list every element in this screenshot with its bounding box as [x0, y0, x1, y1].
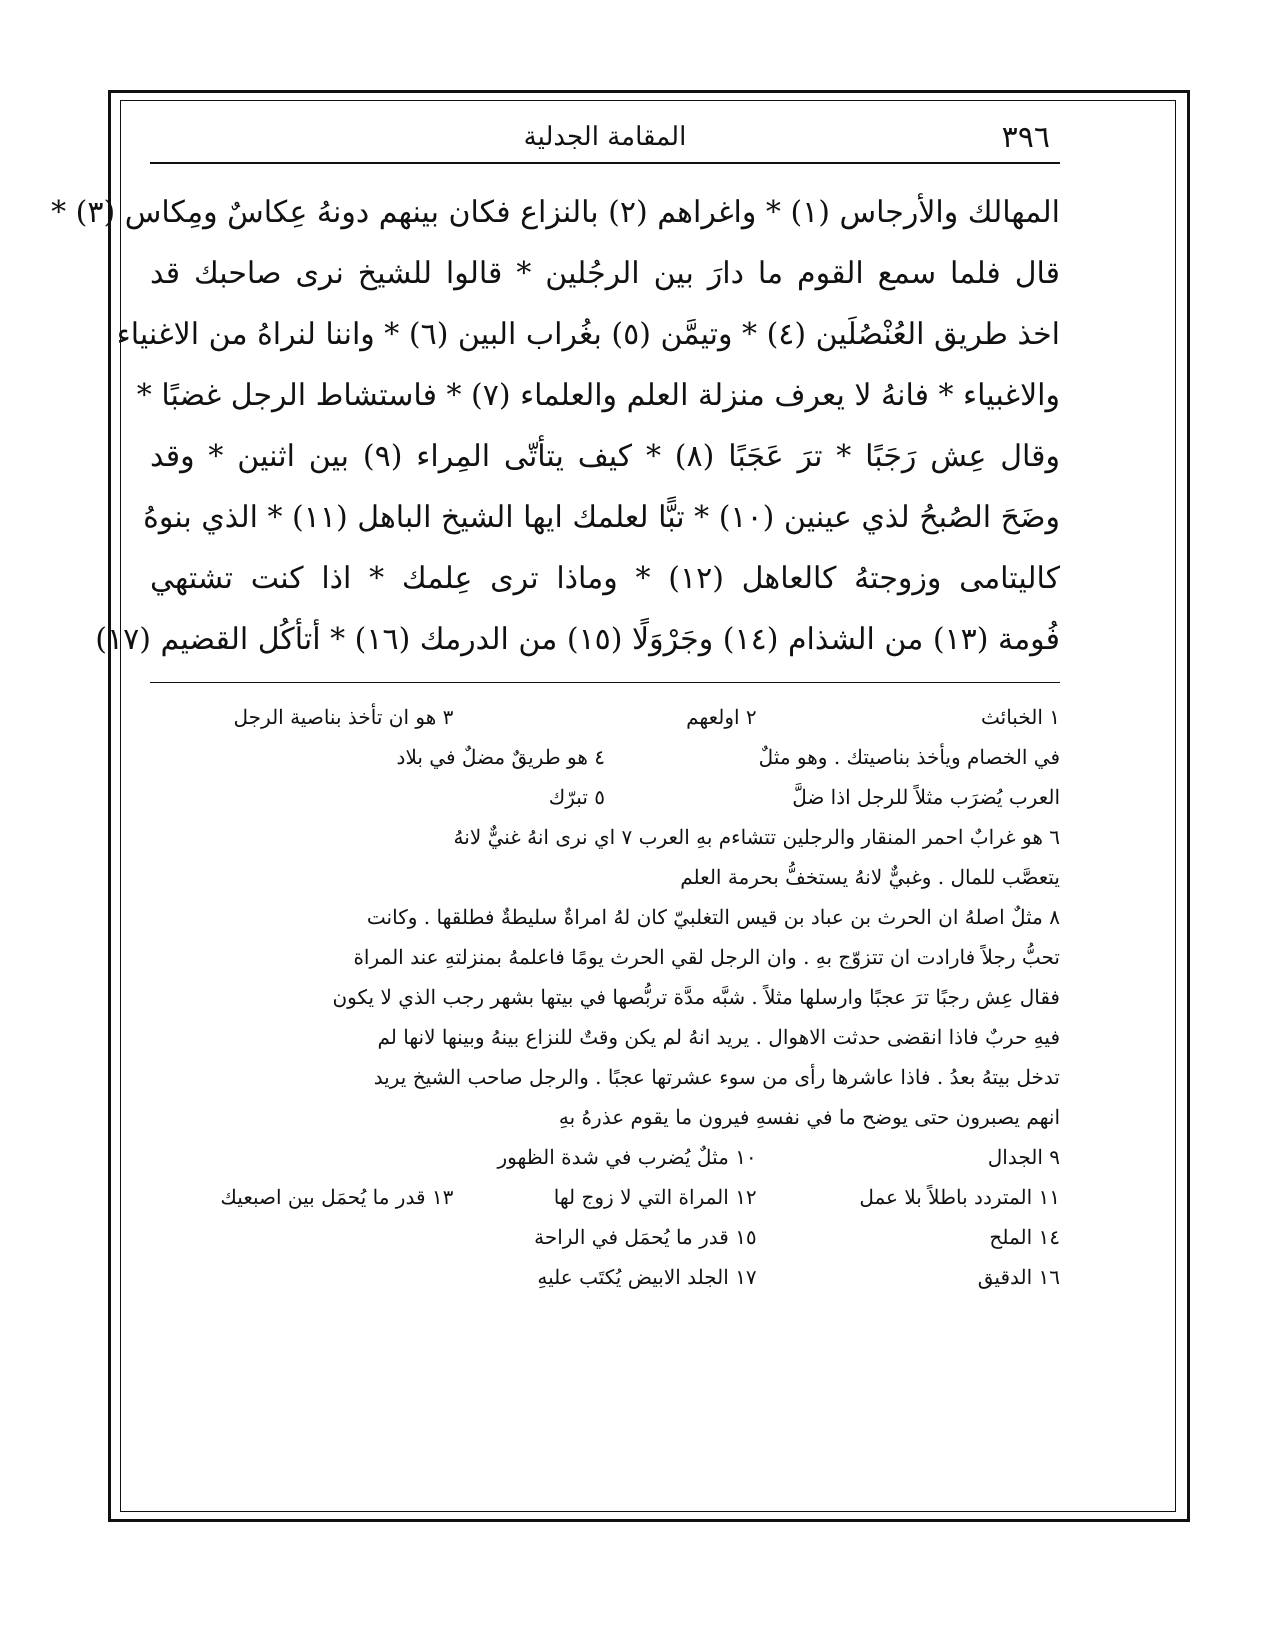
footnote: ٤ هو طريقٌ مضلٌ في بلاد [396, 745, 605, 769]
footnote-row [150, 1217, 1060, 1257]
text-line: وضَحَ الصُبحُ لذي عينين (١٠) * تبًّا لعلمك ايها الشيخ الباهل (١١) * الذي بنوهُ [143, 500, 1060, 535]
footnote: فقال عِش رجبًا ترَ عجبًا وارسلها مثلاً . شبَّه مدَّة تربُّصها في بيتها بشهر رجب الذي لا يكون [332, 985, 1060, 1009]
footnote: ١٣ قدر ما يُحمَل بين اصبعيك [220, 1185, 454, 1209]
footnotes [150, 697, 1060, 1297]
footnote: ١٤ الملح [989, 1225, 1060, 1249]
footnote: ٨ مثلٌ اصلهُ ان الحرث بن عباد بن قيس التغلبيّ كان لهُ امراةٌ سليطةٌ فطلقها . وكانت [366, 905, 1060, 929]
footnote: في الخصام ويأخذ بناصيتك . وهو مثلٌ [758, 745, 1060, 769]
footnote: ٩ الجدال [987, 1145, 1060, 1169]
footnote-row [150, 1137, 1060, 1177]
header-rule [150, 162, 1060, 164]
footnote: ١٢ المراة التي لا زوج لها [553, 1185, 757, 1209]
footnote: ١٧ الجلد الابيض يُكتَب عليهِ [537, 1265, 757, 1289]
footnote-row [150, 697, 1060, 737]
footnote [150, 1137, 453, 1177]
footnote-row [150, 1177, 1060, 1217]
footnote: ١١ المتردد باطلاً بلا عمل [859, 1185, 1060, 1209]
footnote: تحبُّ رجلاً فارادت ان تتزوّج بهِ . وان الرجل لقي الحرث يومًا فاعلمهُ بمنزلتهِ عند المراة [353, 945, 1060, 969]
footnote: فيهِ حربٌ فاذا انقضى حدثت الاهوال . يريد انهُ لم يكن وقتٌ للنزاع بينهُ وبينها لانها لم [377, 1025, 1060, 1049]
footnote: يتعصَّب للمال . وغبيٌّ لانهُ يستخفُّ بحرمة العلم [680, 865, 1060, 889]
footnote: ٣ هو ان تأخذ بناصية الرجل [233, 705, 454, 729]
main-text [51, 182, 1060, 670]
footnote-row [150, 737, 1060, 777]
page-content [51, 110, 1060, 1297]
text-line: والاغبياء * فانهُ لا يعرف منزلة العلم والعلماء (٧) * فاستشاط الرجل غضبًا * [136, 378, 1060, 413]
running-title: المقامة الجدلية [523, 122, 687, 152]
footnote: تدخل بيتهُ بعدُ . فاذا عاشرها رأى من سوء عشرتها عجبًا . والرجل صاحب الشيخ يريد [373, 1065, 1060, 1089]
text-line: المهالك والأرجاس (١) * واغراهم (٢) بالنزاع فكان بينهم دونهُ عِكاسٌ ومِكاس (٣) * [51, 195, 1060, 230]
text-line: وقال عِش رَجَبًا * ترَ عَجَبًا (٨) * كيف يتأتّى المِراء (٩) بين اثنين * وقد [150, 439, 1060, 474]
text-line: اخذ طريق العُنْصُلَين (٤) * وتيمَّن (٥) بغُراب البين (٦) * واننا لنراهُ من الاغنياء [116, 317, 1060, 352]
page-number: ٣٩٦ [1001, 120, 1050, 155]
footnote-row [150, 1257, 1060, 1297]
footnote: ١٥ قدر ما يُحمَل في الراحة [534, 1225, 757, 1249]
footnote: ١٠ مثلٌ يُضرب في شدة الظهور [497, 1145, 757, 1169]
footnote: ١٦ الدقيق [977, 1265, 1060, 1289]
footnote: ٥ تبرّك [548, 785, 605, 809]
footnote: ٢ اولعهم [686, 705, 757, 729]
footnote [150, 1257, 453, 1297]
text-line: كاليتامى وزوجتهُ كالعاهل (١٢) * وماذا ترى عِلمك * اذا كنت تشتهي [150, 561, 1060, 596]
footnote: العرب يُضرَب مثلاً للرجل اذا ضلَّ [792, 785, 1060, 809]
text-line: قال فلما سمع القوم ما دارَ بين الرجُلين * قالوا للشيخ نرى صاحبك قد [150, 256, 1060, 291]
page-header [150, 110, 1060, 154]
text-line: فُومة (١٣) من الشذام (١٤) وجَرْوَلًا (١٥) من الدرمك (١٦) * أتأكُل القضيم (١٧) [95, 622, 1060, 657]
footnote-row [150, 777, 1060, 817]
footnote: انهم يصبرون حتى يوضح ما في نفسهِ فيرون ما يقوم عذرهُ بهِ [558, 1105, 1060, 1129]
footnote: ٦ هو غرابٌ احمر المنقار والرجلين تتشاءم بهِ العرب ٧ اي نرى انهُ غنيٌّ لانهُ [453, 825, 1060, 849]
footnote: ١ الخبائث [980, 705, 1060, 729]
footnote [150, 1217, 453, 1257]
footnotes-rule [150, 682, 1060, 683]
